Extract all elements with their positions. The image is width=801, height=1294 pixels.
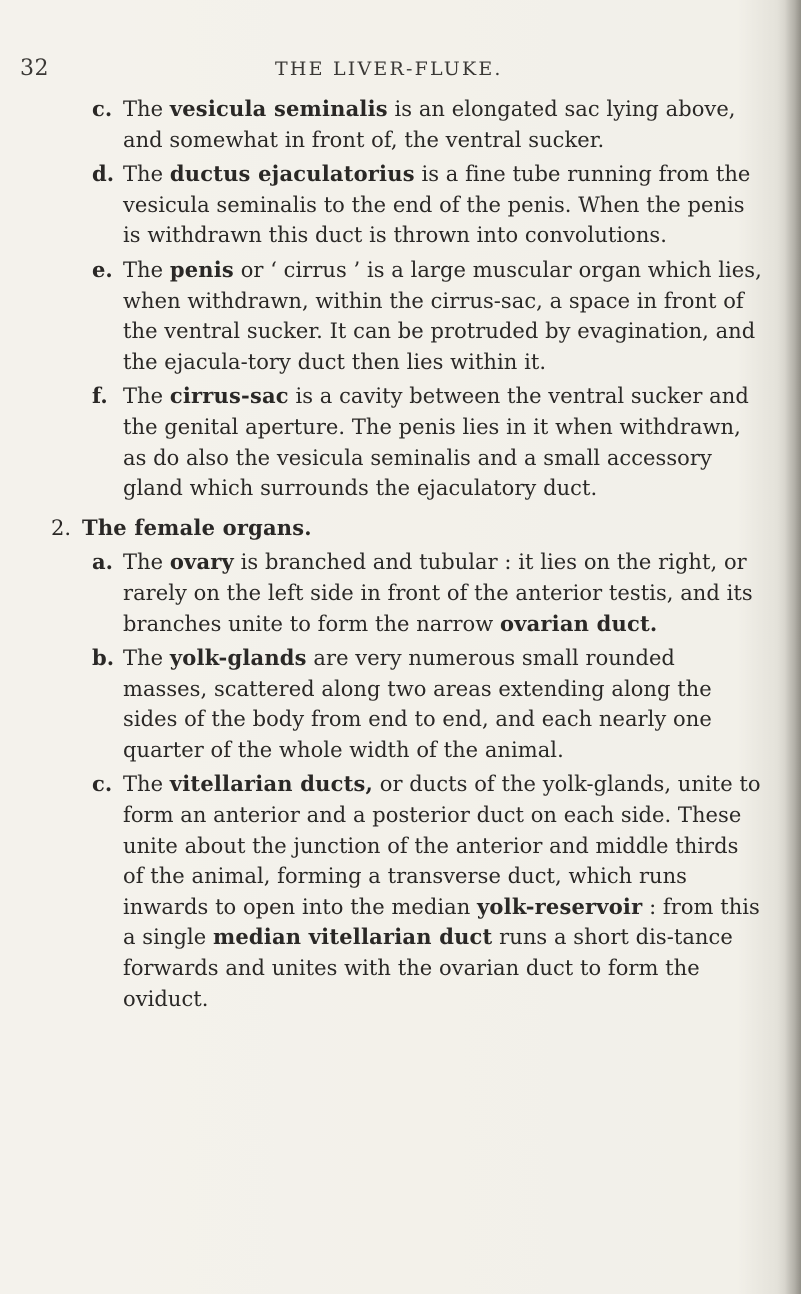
paragraph-c-vitellarian-ducts (0, 769, 801, 1014)
section-number: 2. (51, 515, 72, 540)
paragraph-text: The yolk-glands are very numerous small rounded masses, scattered along two areas extending along the sides of the body from end to end, and each nearly one quarter of the whole width of the animal. (123, 645, 712, 762)
term-vesicula-seminalis: vesicula seminalis (169, 96, 388, 121)
item-label: d. (92, 161, 115, 187)
paragraph-text: The cirrus-sac is a cavity between the ventral sucker and the genital aperture. The penis lies in it when withdrawn, as do also the vesicula seminalis and a small accessory gland which surrounds the ejaculatory duct. (123, 383, 749, 501)
item-label: a. (92, 549, 114, 575)
section-heading-female-organs (0, 513, 801, 544)
section-title: The female organs. (82, 514, 312, 540)
item-label: c. (92, 771, 113, 797)
page-header (0, 56, 801, 86)
item-label: b. (92, 645, 115, 671)
term-ovary: ovary (169, 549, 234, 575)
item-label: f. (92, 383, 108, 409)
paragraph-c-vesicula-seminalis (0, 94, 801, 155)
item-label: c. (92, 96, 113, 121)
term-ovarian-duct: ovarian duct. (499, 610, 658, 636)
term-vitellarian-ducts: vitellarian ducts, (169, 771, 374, 797)
paragraph-text: The ovary is branched and tubular : it lies on the right, or rarely on the left side in front of the anterior testis, and its branches unite to form the narrow ovarian duct. (123, 549, 753, 636)
page-number: 32 (20, 56, 49, 81)
term-yolk-reservoir: yolk-reservoir (477, 893, 643, 919)
paragraph-a-ovary (0, 547, 801, 639)
paragraph-f-cirrus-sac (0, 381, 801, 503)
paragraph-b-yolk-glands (0, 643, 801, 765)
paragraph-d-ductus-ejaculatorius (0, 159, 801, 251)
running-title: THE LIVER-FLUKE. (275, 58, 503, 80)
term-cirrus-sac: cirrus-sac (169, 383, 289, 409)
paragraph-text: The ductus ejaculatorius is a fine tube running from the vesicula seminalis to the end of the penis. When the penis is withdrawn this duct is thrown into convolutions. (123, 161, 751, 248)
term-penis: penis (169, 256, 234, 282)
term-yolk-glands: yolk-glands (169, 645, 307, 671)
item-label: e. (92, 256, 113, 282)
term-ductus-ejaculatorius: ductus ejaculatorius (169, 161, 415, 187)
paragraph-text: The vesicula seminalis is an elongated sac lying above, and somewhat in front of, the ventral sucker. (123, 96, 736, 152)
paragraph-text: The vitellarian ducts, or ducts of the yolk-glands, unite to form an anterior and a posterior duct on each side. These unite about the junction of the anterior and middle thirds of the animal, forming a transverse duct, which runs inwards to open into the median yolk-reservoir : from this a single median vitellarian duct runs a short dis-tance forwards and unites with the ovarian duct to form the oviduct. (123, 771, 761, 1011)
term-median-vitellarian-duct: median vitellarian duct (212, 924, 493, 950)
paragraph-text: The penis or ‘ cirrus ’ is a large muscular organ which lies, when withdrawn, within the cirrus-sac, a space in front of the ventral sucker. It can be protruded by evagination, and the ejacula-tory duct then lies within it. (123, 256, 762, 374)
page-body (0, 94, 801, 1014)
paragraph-e-penis (0, 255, 801, 377)
